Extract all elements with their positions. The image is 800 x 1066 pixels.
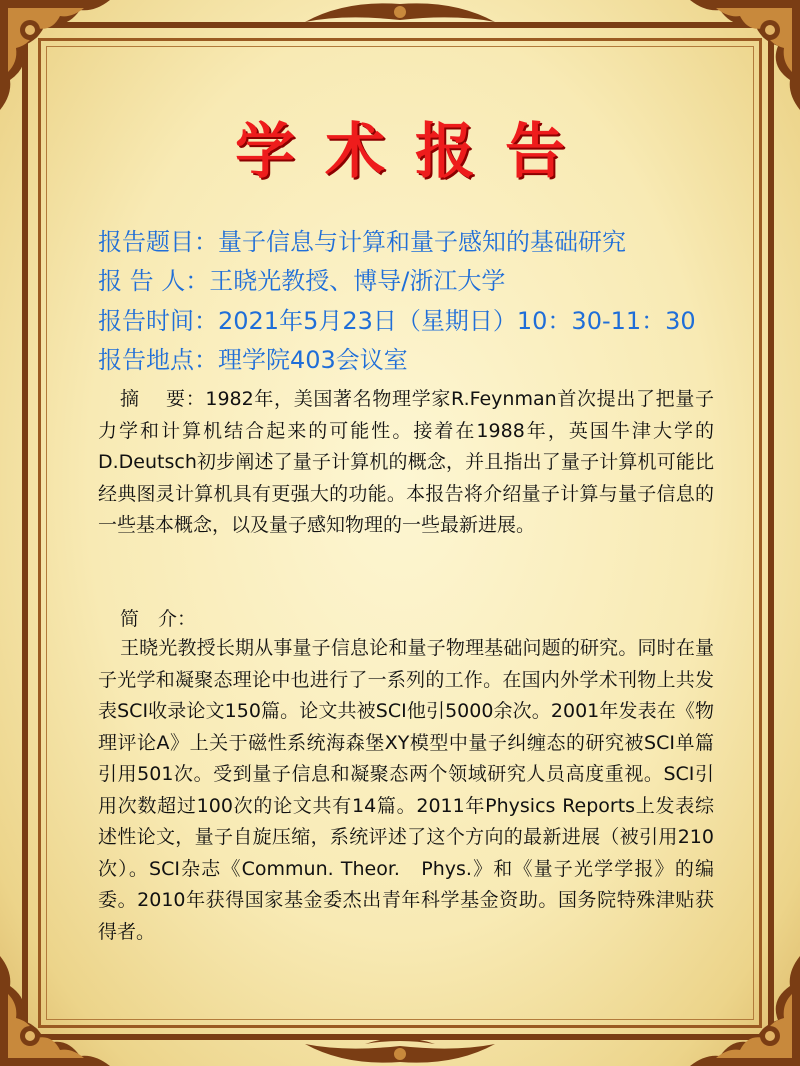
bottom-ornament-icon <box>305 1022 495 1066</box>
abstract-paragraph <box>98 384 714 542</box>
report-place: 报告地点：理学院403会议室 <box>98 346 408 374</box>
report-topic: 报告题目：量子信息与计算和量子感知的基础研究 <box>98 228 626 256</box>
abstract-text: 摘 要：1982年，美国著名物理学家R.Feynman首次提出了把量子力学和计算机结合起来的可能性。接着在1988年，英国牛津大学的D.Deutsch初步阐述了量子计算机的概念，并且指出了量子计算机可能比经典图灵计算机具有更强大的功能。本报告将介绍量子计算与量子信息的一些基本概念，以及量子感知物理的一些最新进展。 <box>98 388 714 536</box>
intro-heading: 简 介： <box>120 608 197 630</box>
poster-title: 学术报告 <box>235 117 595 187</box>
report-time: 报告时间：2021年5月23日（星期日）10：30-11：30 <box>98 307 696 335</box>
report-speaker: 报 告 人：王晓光教授、博导/浙江大学 <box>98 267 506 295</box>
bio-paragraph: 王晓光教授长期从事量子信息论和量子物理基础问题的研究。同时在量子光学和凝聚态理论中也进行了一系列的工作。在国内外学术刊物上共发表SCI收录论文150篇。论文共被SCI他引5000余次。2001年发表在《物理评论A》上关于磁性系统海森堡XY模型中量子纠缠态的研究被SCI单篇引用501次。受到量子信息和凝聚态两个领域研究人员高度重视。SCI引用次数超过100次的论文共有14篇。2011年Physics Reports上发表综述性论文，量子自旋压缩，系统评述了这个方向的最新进展（被引用210次）。SCI杂志《Commun. Theor. Phys.》和《量子光学学报》的编委。2010年获得国家基金委杰出青年科学基金资助。国务院特殊津贴获得者。 <box>98 637 714 943</box>
top-ornament-icon <box>305 0 495 44</box>
